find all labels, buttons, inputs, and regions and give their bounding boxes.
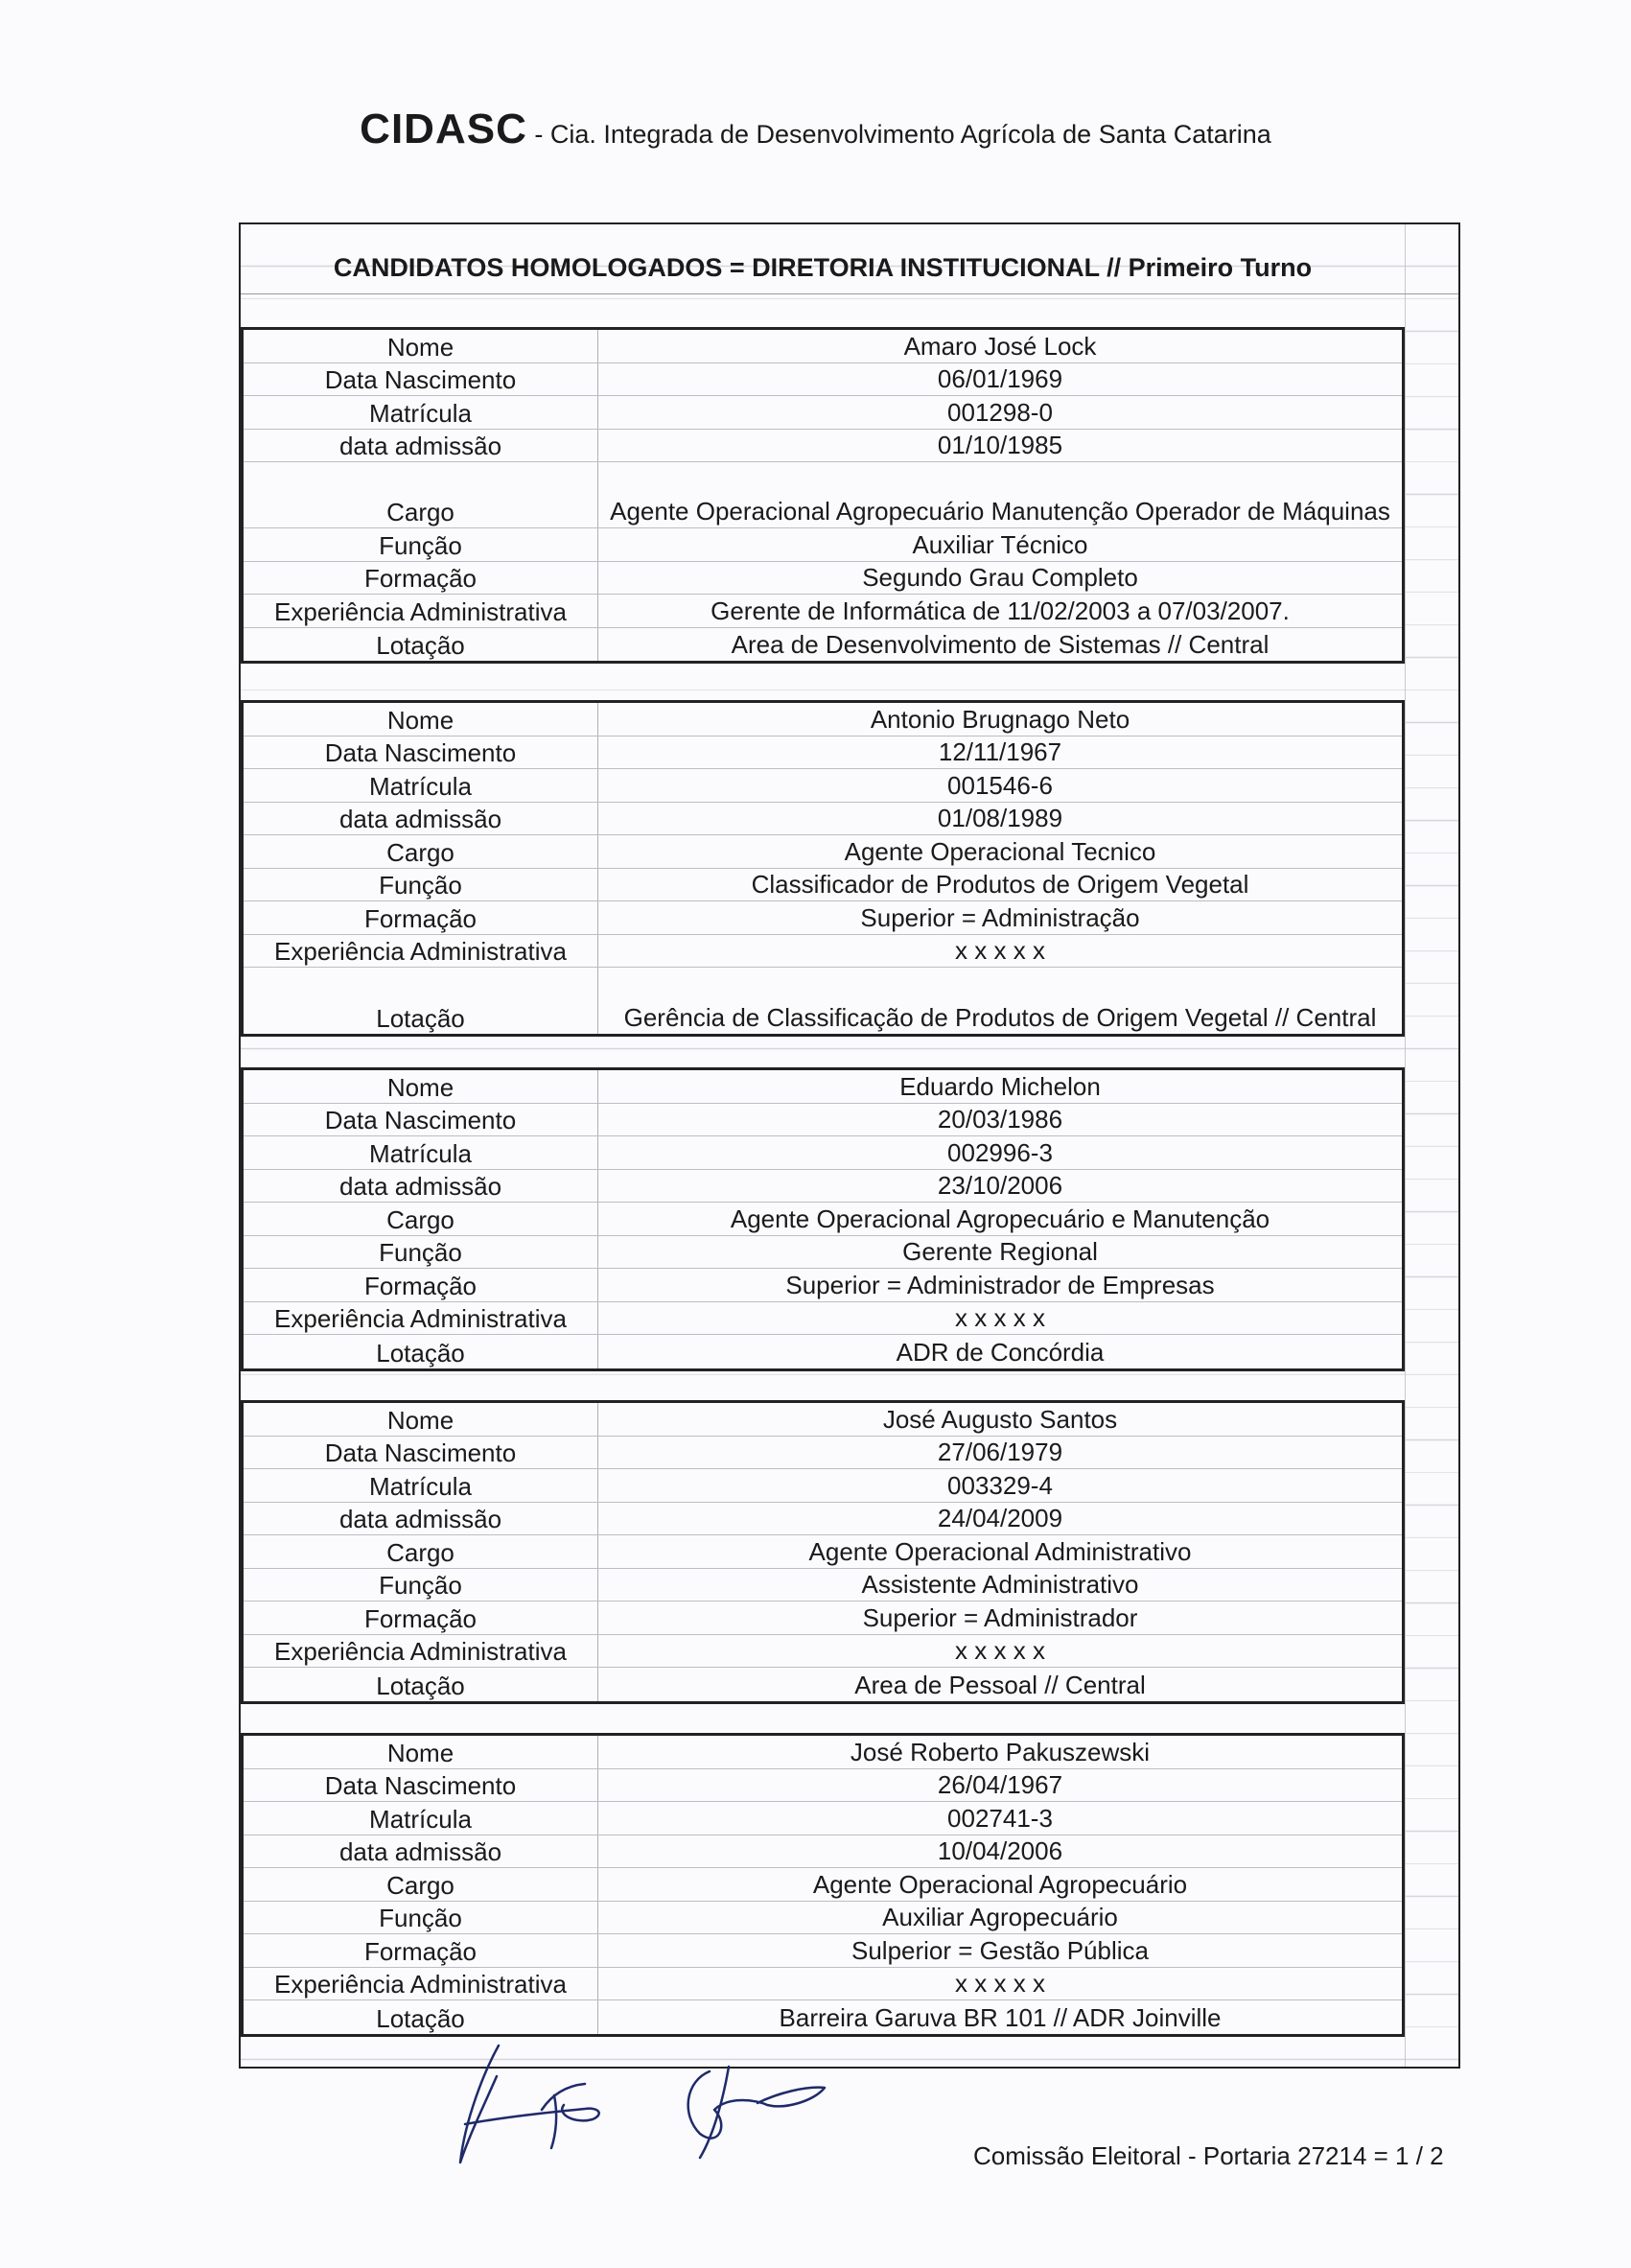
label-lotacao: Lotação (244, 2000, 598, 2034)
label-cargo: Cargo (244, 835, 598, 868)
candidate-block (241, 1067, 1405, 1371)
row-nome (244, 1736, 1402, 1769)
candidate-block (241, 1733, 1405, 2037)
candidates-sheet (239, 222, 1460, 2069)
label-formacao: Formação (244, 562, 598, 595)
label-funcao: Função (244, 1569, 598, 1602)
label-experiencia: Experiência Administrativa (244, 1968, 598, 2000)
signature-stroke (465, 2105, 599, 2124)
value-nome: Amaro José Lock (903, 331, 1097, 361)
value-cargo: Agente Operacional Tecnico (844, 836, 1156, 866)
row-nascimento (244, 1104, 1402, 1137)
value-lotacao: ADR de Concórdia (896, 1337, 1105, 1367)
value-nome: Antonio Brugnago Neto (870, 704, 1130, 734)
label-nome: Nome (244, 330, 598, 362)
label-cargo: Cargo (244, 462, 598, 527)
value-formacao: Sulperior = Gestão Pública (850, 1935, 1149, 1965)
value-formacao: Superior = Administrador (862, 1602, 1138, 1632)
value-formacao: Superior = Administração (860, 902, 1140, 932)
value-experiencia: x x x x x (955, 1969, 1045, 1998)
label-matricula: Matrícula (244, 396, 598, 429)
signature-stroke (688, 2071, 825, 2139)
row-formacao (244, 1602, 1402, 1635)
value-matricula: 002996-3 (947, 1137, 1053, 1167)
label-admissao: data admissão (244, 1835, 598, 1868)
label-lotacao: Lotação (244, 968, 598, 1034)
value-nascimento: 06/01/1969 (937, 364, 1063, 393)
label-matricula: Matrícula (244, 1802, 598, 1835)
label-admissao: data admissão (244, 803, 598, 835)
label-nascimento: Data Nascimento (244, 1104, 598, 1136)
label-nome: Nome (244, 1736, 598, 1768)
row-formacao (244, 901, 1402, 935)
label-formacao: Formação (244, 1269, 598, 1301)
row-lotacao (244, 1335, 1402, 1368)
value-cargo: Agente Operacional Agropecuário e Manutenção (730, 1204, 1270, 1233)
label-admissao: data admissão (244, 1503, 598, 1535)
row-funcao (244, 1236, 1402, 1270)
value-cargo: Agente Operacional Agropecuário Manutenção Operador de Máquinas (610, 497, 1390, 526)
label-experiencia: Experiência Administrativa (244, 595, 598, 627)
value-nascimento: 12/11/1967 (938, 737, 1062, 766)
row-nome (244, 703, 1402, 737)
value-matricula: 002741-3 (947, 1803, 1053, 1833)
label-experiencia: Experiência Administrativa (244, 935, 598, 968)
label-lotacao: Lotação (244, 628, 598, 662)
value-formacao: Superior = Administrador de Empresas (785, 1270, 1215, 1299)
row-matricula (244, 1802, 1402, 1835)
row-nascimento (244, 363, 1402, 397)
label-formacao: Formação (244, 1602, 598, 1634)
row-nascimento (244, 1437, 1402, 1470)
candidate-block (241, 700, 1405, 1037)
value-funcao: Gerente Regional (902, 1237, 1098, 1266)
row-admissao (244, 1170, 1402, 1204)
value-experiencia: x x x x x (955, 936, 1045, 965)
footer-note: Comissão Eleitoral - Portaria 27214 = 1 / 2 (973, 2141, 1444, 2170)
value-experiencia: x x x x x (955, 1636, 1045, 1665)
value-lotacao: Area de Desenvolvimento de Sistemas // Central (731, 630, 1270, 659)
signature-stroke (700, 2067, 729, 2158)
label-funcao: Função (244, 1236, 598, 1269)
value-lotacao: Gerência de Classificação de Produtos de Origem Vegetal // Central (623, 1003, 1377, 1032)
label-experiencia: Experiência Administrativa (244, 1635, 598, 1668)
signature-stroke (460, 2046, 499, 2163)
signature-stroke (542, 2084, 585, 2148)
row-nascimento (244, 1769, 1402, 1803)
value-funcao: Classificador de Produtos de Origem Vegetal (751, 870, 1249, 899)
row-funcao (244, 869, 1402, 902)
row-lotacao (244, 968, 1402, 1034)
row-nome (244, 1403, 1402, 1437)
value-lotacao: Area de Pessoal // Central (854, 1670, 1146, 1699)
row-experiencia (244, 595, 1402, 628)
label-cargo: Cargo (244, 1868, 598, 1901)
value-funcao: Assistente Administrativo (861, 1570, 1139, 1599)
row-experiencia (244, 1302, 1402, 1336)
value-funcao: Auxiliar Técnico (912, 529, 1088, 559)
label-nome: Nome (244, 1403, 598, 1436)
label-matricula: Matrícula (244, 1469, 598, 1502)
value-nascimento: 27/06/1979 (937, 1438, 1063, 1466)
candidate-block (241, 1400, 1405, 1704)
value-admissao: 01/08/1989 (937, 804, 1063, 832)
row-formacao (244, 562, 1402, 596)
row-funcao (244, 1902, 1402, 1935)
value-nome: Eduardo Michelon (899, 1071, 1101, 1101)
row-nome (244, 330, 1402, 363)
row-cargo (244, 462, 1402, 528)
value-nome: José Roberto Pakuszewski (850, 1737, 1151, 1766)
value-cargo: Agente Operacional Administrativo (808, 1536, 1192, 1566)
label-nascimento: Data Nascimento (244, 737, 598, 769)
value-admissao: 01/10/1985 (937, 431, 1063, 459)
value-experiencia: Gerente de Informática de 11/02/2003 a 07/03/2007. (711, 596, 1290, 625)
row-admissao (244, 803, 1402, 836)
value-admissao: 24/04/2009 (937, 1504, 1063, 1532)
document-header (0, 105, 1631, 153)
row-matricula (244, 1469, 1402, 1503)
value-matricula: 001298-0 (947, 397, 1053, 427)
label-cargo: Cargo (244, 1203, 598, 1235)
label-matricula: Matrícula (244, 769, 598, 802)
label-nascimento: Data Nascimento (244, 1437, 598, 1469)
handwritten-signatures (441, 2028, 844, 2172)
value-nascimento: 26/04/1967 (937, 1770, 1063, 1799)
value-formacao: Segundo Grau Completo (862, 563, 1138, 592)
row-funcao (244, 528, 1402, 562)
row-formacao (244, 1934, 1402, 1968)
row-admissao (244, 430, 1402, 463)
row-funcao (244, 1569, 1402, 1602)
row-admissao (244, 1503, 1402, 1536)
organization-name: CIDASC (360, 105, 527, 152)
value-nome: José Augusto Santos (882, 1404, 1118, 1434)
row-matricula (244, 769, 1402, 803)
label-nome: Nome (244, 703, 598, 736)
label-cargo: Cargo (244, 1535, 598, 1568)
sheet-title: CANDIDATOS HOMOLOGADOS = DIRETORIA INSTITUCIONAL // Primeiro Turno (333, 253, 1313, 282)
value-cargo: Agente Operacional Agropecuário (812, 1869, 1188, 1899)
value-matricula: 003329-4 (947, 1470, 1053, 1500)
row-cargo (244, 1535, 1402, 1569)
row-nome (244, 1070, 1402, 1104)
label-lotacao: Lotação (244, 1668, 598, 1701)
row-lotacao (244, 628, 1402, 662)
label-formacao: Formação (244, 1934, 598, 1967)
value-funcao: Auxiliar Agropecuário (882, 1903, 1118, 1931)
label-admissao: data admissão (244, 430, 598, 462)
value-matricula: 001546-6 (947, 770, 1053, 800)
organization-subtitle: - Cia. Integrada de Desenvolvimento Agrícola de Santa Catarina (526, 120, 1271, 149)
row-nascimento (244, 737, 1402, 770)
row-admissao (244, 1835, 1402, 1869)
value-experiencia: x x x x x (955, 1303, 1045, 1332)
label-lotacao: Lotação (244, 1335, 598, 1368)
label-nome: Nome (244, 1070, 598, 1103)
row-lotacao (244, 1668, 1402, 1701)
candidate-block (241, 327, 1405, 664)
label-formacao: Formação (244, 901, 598, 934)
value-admissao: 23/10/2006 (937, 1171, 1063, 1200)
value-admissao: 10/04/2006 (937, 1836, 1063, 1865)
value-nascimento: 20/03/1986 (937, 1105, 1063, 1134)
row-experiencia (244, 1968, 1402, 2001)
row-matricula (244, 396, 1402, 430)
row-cargo (244, 1203, 1402, 1236)
label-matricula: Matrícula (244, 1136, 598, 1169)
row-experiencia (244, 935, 1402, 969)
row-cargo (244, 835, 1402, 869)
row-formacao (244, 1269, 1402, 1302)
label-funcao: Função (244, 869, 598, 901)
label-nascimento: Data Nascimento (244, 1769, 598, 1802)
label-funcao: Função (244, 528, 598, 561)
row-cargo (244, 1868, 1402, 1902)
row-experiencia (244, 1635, 1402, 1669)
label-nascimento: Data Nascimento (244, 363, 598, 396)
row-matricula (244, 1136, 1402, 1170)
label-admissao: data admissão (244, 1170, 598, 1203)
value-lotacao: Barreira Garuva BR 101 // ADR Joinville (779, 2002, 1222, 2032)
label-funcao: Função (244, 1902, 598, 1934)
label-experiencia: Experiência Administrativa (244, 1302, 598, 1335)
